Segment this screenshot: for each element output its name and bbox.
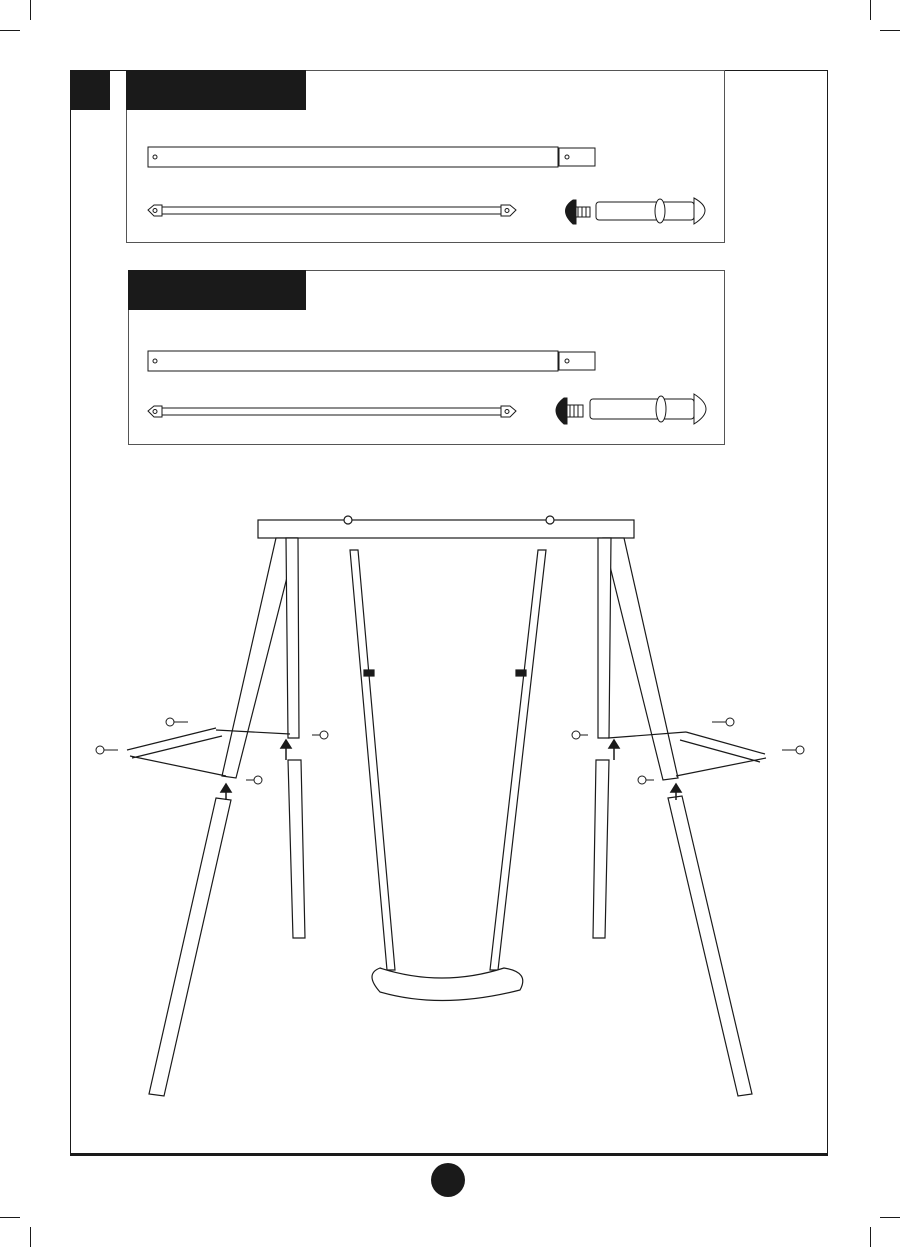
crop-mark-top-right-v bbox=[870, 0, 871, 20]
parts-panel-1-drawing bbox=[126, 110, 725, 243]
crop-mark-bottom-left-h bbox=[0, 1217, 20, 1218]
page-number-badge bbox=[431, 1163, 465, 1197]
bolt-and-sleeve-icon bbox=[556, 394, 706, 424]
crop-mark-top-right-h bbox=[880, 30, 900, 31]
swing-assembly-drawing bbox=[90, 510, 810, 1110]
step-number-badge bbox=[70, 70, 110, 110]
bolt-icon bbox=[96, 718, 804, 784]
stabilizer-bar-icon bbox=[148, 205, 516, 216]
parts-panel-2-drawing bbox=[128, 310, 725, 445]
crop-mark-bottom-right-v bbox=[870, 1227, 871, 1247]
crop-mark-bottom-left-v bbox=[30, 1227, 31, 1247]
crop-mark-top-left-h bbox=[0, 30, 20, 31]
stabilizer-bar-icon bbox=[148, 406, 516, 417]
bolt-and-sleeve-icon bbox=[566, 198, 706, 224]
top-beam-icon bbox=[148, 147, 595, 167]
crop-mark-top-left-v bbox=[30, 0, 31, 20]
swing-frame-icon bbox=[127, 516, 766, 1096]
parts-panel-2-header bbox=[128, 270, 306, 310]
parts-panel-1-header bbox=[126, 70, 306, 110]
swing-seat-icon bbox=[350, 550, 546, 1001]
top-beam-icon bbox=[148, 351, 595, 371]
crop-mark-bottom-right-h bbox=[880, 1217, 900, 1218]
